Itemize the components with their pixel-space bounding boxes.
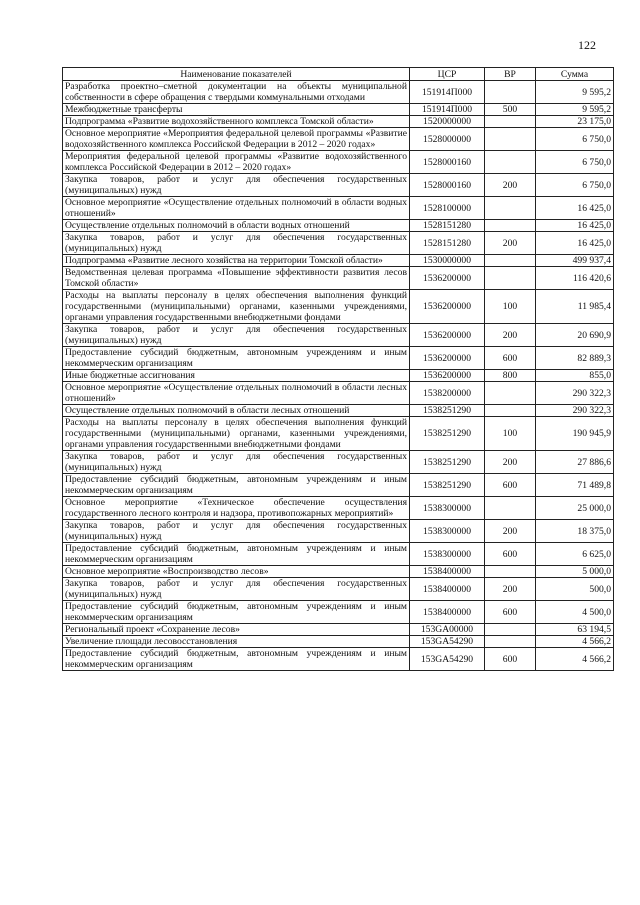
table-row xyxy=(63,601,614,624)
table-row xyxy=(63,474,614,497)
cell-sum: 9 595,2 xyxy=(536,104,614,116)
cell-vr: 600 xyxy=(485,474,536,497)
cell-vr: 200 xyxy=(485,451,536,474)
cell-sum: 190 945,9 xyxy=(536,417,614,451)
cell-name: Предоставление субсидий бюджетным, автономным учреждениям и иным некоммерческим организациям xyxy=(63,543,410,566)
cell-sum: 6 750,0 xyxy=(536,128,614,151)
table-row xyxy=(63,347,614,370)
cell-sum: 4 566,2 xyxy=(536,648,614,671)
cell-csr: 1536200000 xyxy=(410,324,485,347)
cell-csr: 1528000160 xyxy=(410,151,485,174)
cell-vr xyxy=(485,405,536,417)
cell-csr: 1538251290 xyxy=(410,451,485,474)
header-vr: ВР xyxy=(485,68,536,81)
table-row xyxy=(63,451,614,474)
table-row xyxy=(63,382,614,405)
cell-vr: 600 xyxy=(485,648,536,671)
cell-sum: 4 566,2 xyxy=(536,636,614,648)
cell-vr xyxy=(485,497,536,520)
cell-vr: 200 xyxy=(485,174,536,197)
cell-name: Основное мероприятие «Техническое обеспечение осуществления государственного лесного контроля и надзора, противопожарных мероприятий» xyxy=(63,497,410,520)
table-row xyxy=(63,174,614,197)
cell-sum: 23 175,0 xyxy=(536,116,614,128)
page-number: 122 xyxy=(578,38,596,52)
cell-csr: 1538251290 xyxy=(410,417,485,451)
cell-csr: 1528151280 xyxy=(410,232,485,255)
cell-csr: 1530000000 xyxy=(410,255,485,267)
header-sum: Сумма xyxy=(536,68,614,81)
cell-vr xyxy=(485,624,536,636)
cell-sum: 71 489,8 xyxy=(536,474,614,497)
table-row xyxy=(63,566,614,578)
cell-vr xyxy=(485,116,536,128)
cell-vr xyxy=(485,267,536,290)
cell-csr: 1528000160 xyxy=(410,174,485,197)
cell-vr xyxy=(485,197,536,220)
table-row xyxy=(63,197,614,220)
table-row xyxy=(63,267,614,290)
cell-vr: 100 xyxy=(485,417,536,451)
cell-vr: 600 xyxy=(485,347,536,370)
cell-name: Основное мероприятие «Осуществление отдельных полномочий в области лесных отношений» xyxy=(63,382,410,405)
cell-name: Расходы на выплаты персоналу в целях обеспечения выполнения функций государственными (муниципальными) органами, казенными учреждениями, органами управления государственными внебюджетными фондами xyxy=(63,290,410,324)
header-csr: ЦСР xyxy=(410,68,485,81)
header-name: Наименование показателей xyxy=(63,68,410,81)
cell-sum: 25 000,0 xyxy=(536,497,614,520)
table-header-row xyxy=(63,68,614,81)
cell-sum: 4 500,0 xyxy=(536,601,614,624)
cell-vr: 600 xyxy=(485,601,536,624)
cell-vr xyxy=(485,566,536,578)
cell-vr xyxy=(485,128,536,151)
cell-name: Предоставление субсидий бюджетным, автономным учреждениям и иным некоммерческим организациям xyxy=(63,347,410,370)
cell-name: Предоставление субсидий бюджетным, автономным учреждениям и иным некоммерческим организациям xyxy=(63,474,410,497)
cell-name: Осуществление отдельных полномочий в области лесных отношений xyxy=(63,405,410,417)
table-row xyxy=(63,578,614,601)
cell-name: Основное мероприятие «Осуществление отдельных полномочий в области водных отношений» xyxy=(63,197,410,220)
cell-sum: 11 985,4 xyxy=(536,290,614,324)
cell-name: Межбюджетные трансферты xyxy=(63,104,410,116)
cell-name: Предоставление субсидий бюджетным, автономным учреждениям и иным некоммерческим организациям xyxy=(63,601,410,624)
cell-sum: 16 425,0 xyxy=(536,197,614,220)
table-row xyxy=(63,543,614,566)
cell-vr xyxy=(485,255,536,267)
table-row xyxy=(63,104,614,116)
cell-name: Предоставление субсидий бюджетным, автономным учреждениям и иным некоммерческим организациям xyxy=(63,648,410,671)
cell-sum: 290 322,3 xyxy=(536,405,614,417)
cell-csr: 1536200000 xyxy=(410,290,485,324)
cell-name: Региональный проект «Сохранение лесов» xyxy=(63,624,410,636)
cell-name: Основное мероприятие «Мероприятия федеральной целевой программы «Развитие водохозяйственного комплекса Российской Федерации в 2012 – 2020 годах» xyxy=(63,128,410,151)
cell-sum: 290 322,3 xyxy=(536,382,614,405)
cell-sum: 18 375,0 xyxy=(536,520,614,543)
cell-sum: 6 750,0 xyxy=(536,151,614,174)
cell-vr: 800 xyxy=(485,370,536,382)
table-row xyxy=(63,232,614,255)
table-row xyxy=(63,520,614,543)
cell-name: Подпрограмма «Развитие лесного хозяйства на территории Томской области» xyxy=(63,255,410,267)
table-row xyxy=(63,128,614,151)
cell-vr: 100 xyxy=(485,290,536,324)
cell-vr: 200 xyxy=(485,232,536,255)
table-row xyxy=(63,624,614,636)
cell-csr: 1538400000 xyxy=(410,566,485,578)
cell-csr: 1538251290 xyxy=(410,405,485,417)
cell-name: Разработка проектно–сметной документации на объекты муниципальной собственности в сфере обращения с твердыми коммунальными отходами xyxy=(63,81,410,104)
cell-csr: 1538200000 xyxy=(410,382,485,405)
cell-sum: 499 937,4 xyxy=(536,255,614,267)
cell-name: Мероприятия федеральной целевой программы «Развитие водохозяйственного комплекса Российской Федерации в 2012 – 2020 годах» xyxy=(63,151,410,174)
cell-sum: 6 625,0 xyxy=(536,543,614,566)
table-row xyxy=(63,648,614,671)
cell-csr: 151914П000 xyxy=(410,81,485,104)
cell-name: Закупка товаров, работ и услуг для обеспечения государственных (муниципальных) нужд xyxy=(63,174,410,197)
cell-name: Расходы на выплаты персоналу в целях обеспечения выполнения функций государственными (муниципальными) органами, казенными учреждениями, органами управления государственными внебюджетными фондами xyxy=(63,417,410,451)
cell-csr: 1536200000 xyxy=(410,267,485,290)
cell-name: Закупка товаров, работ и услуг для обеспечения государственных (муниципальных) нужд xyxy=(63,578,410,601)
table-row xyxy=(63,324,614,347)
table-row xyxy=(63,151,614,174)
table-row xyxy=(63,255,614,267)
cell-sum: 500,0 xyxy=(536,578,614,601)
cell-vr xyxy=(485,382,536,405)
cell-sum: 82 889,3 xyxy=(536,347,614,370)
cell-sum: 20 690,9 xyxy=(536,324,614,347)
table-row xyxy=(63,81,614,104)
table-row xyxy=(63,405,614,417)
cell-name: Ведомственная целевая программа «Повышение эффективности развития лесов Томской области» xyxy=(63,267,410,290)
cell-csr: 1528000000 xyxy=(410,128,485,151)
cell-name: Закупка товаров, работ и услуг для обеспечения государственных (муниципальных) нужд xyxy=(63,451,410,474)
cell-csr: 1528100000 xyxy=(410,197,485,220)
cell-csr: 151914П000 xyxy=(410,104,485,116)
cell-vr: 600 xyxy=(485,543,536,566)
cell-vr xyxy=(485,81,536,104)
cell-name: Иные бюджетные ассигнования xyxy=(63,370,410,382)
cell-name: Увеличение площади лесовосстановления xyxy=(63,636,410,648)
cell-sum: 63 194,5 xyxy=(536,624,614,636)
table-row xyxy=(63,370,614,382)
cell-name: Подпрограмма «Развитие водохозяйственного комплекса Томской области» xyxy=(63,116,410,128)
cell-csr: 1538400000 xyxy=(410,578,485,601)
cell-name: Закупка товаров, работ и услуг для обеспечения государственных (муниципальных) нужд xyxy=(63,232,410,255)
cell-vr xyxy=(485,151,536,174)
cell-csr: 1538400000 xyxy=(410,601,485,624)
cell-sum: 116 420,6 xyxy=(536,267,614,290)
cell-vr: 500 xyxy=(485,104,536,116)
cell-csr: 1536200000 xyxy=(410,370,485,382)
cell-csr: 1528151280 xyxy=(410,220,485,232)
cell-sum: 855,0 xyxy=(536,370,614,382)
cell-vr xyxy=(485,636,536,648)
budget-table xyxy=(62,67,614,671)
cell-csr: 1538251290 xyxy=(410,474,485,497)
cell-sum: 16 425,0 xyxy=(536,232,614,255)
cell-sum: 27 886,6 xyxy=(536,451,614,474)
cell-name: Осуществление отдельных полномочий в области водных отношений xyxy=(63,220,410,232)
cell-csr: 1538300000 xyxy=(410,543,485,566)
cell-csr: 1536200000 xyxy=(410,347,485,370)
cell-csr: 153GA00000 xyxy=(410,624,485,636)
cell-name: Закупка товаров, работ и услуг для обеспечения государственных (муниципальных) нужд xyxy=(63,324,410,347)
table-row xyxy=(63,497,614,520)
cell-sum: 16 425,0 xyxy=(536,220,614,232)
table-row xyxy=(63,290,614,324)
cell-sum: 5 000,0 xyxy=(536,566,614,578)
table-row xyxy=(63,636,614,648)
table-row xyxy=(63,220,614,232)
cell-vr: 200 xyxy=(485,324,536,347)
cell-csr: 1538300000 xyxy=(410,497,485,520)
cell-csr: 1538300000 xyxy=(410,520,485,543)
table-row xyxy=(63,417,614,451)
cell-sum: 9 595,2 xyxy=(536,81,614,104)
cell-csr: 153GA54290 xyxy=(410,636,485,648)
cell-csr: 1520000000 xyxy=(410,116,485,128)
cell-vr xyxy=(485,220,536,232)
cell-vr: 200 xyxy=(485,578,536,601)
cell-sum: 6 750,0 xyxy=(536,174,614,197)
table-row xyxy=(63,116,614,128)
cell-name: Закупка товаров, работ и услуг для обеспечения государственных (муниципальных) нужд xyxy=(63,520,410,543)
cell-name: Основное мероприятие «Воспроизводство лесов» xyxy=(63,566,410,578)
cell-vr: 200 xyxy=(485,520,536,543)
cell-csr: 153GA54290 xyxy=(410,648,485,671)
